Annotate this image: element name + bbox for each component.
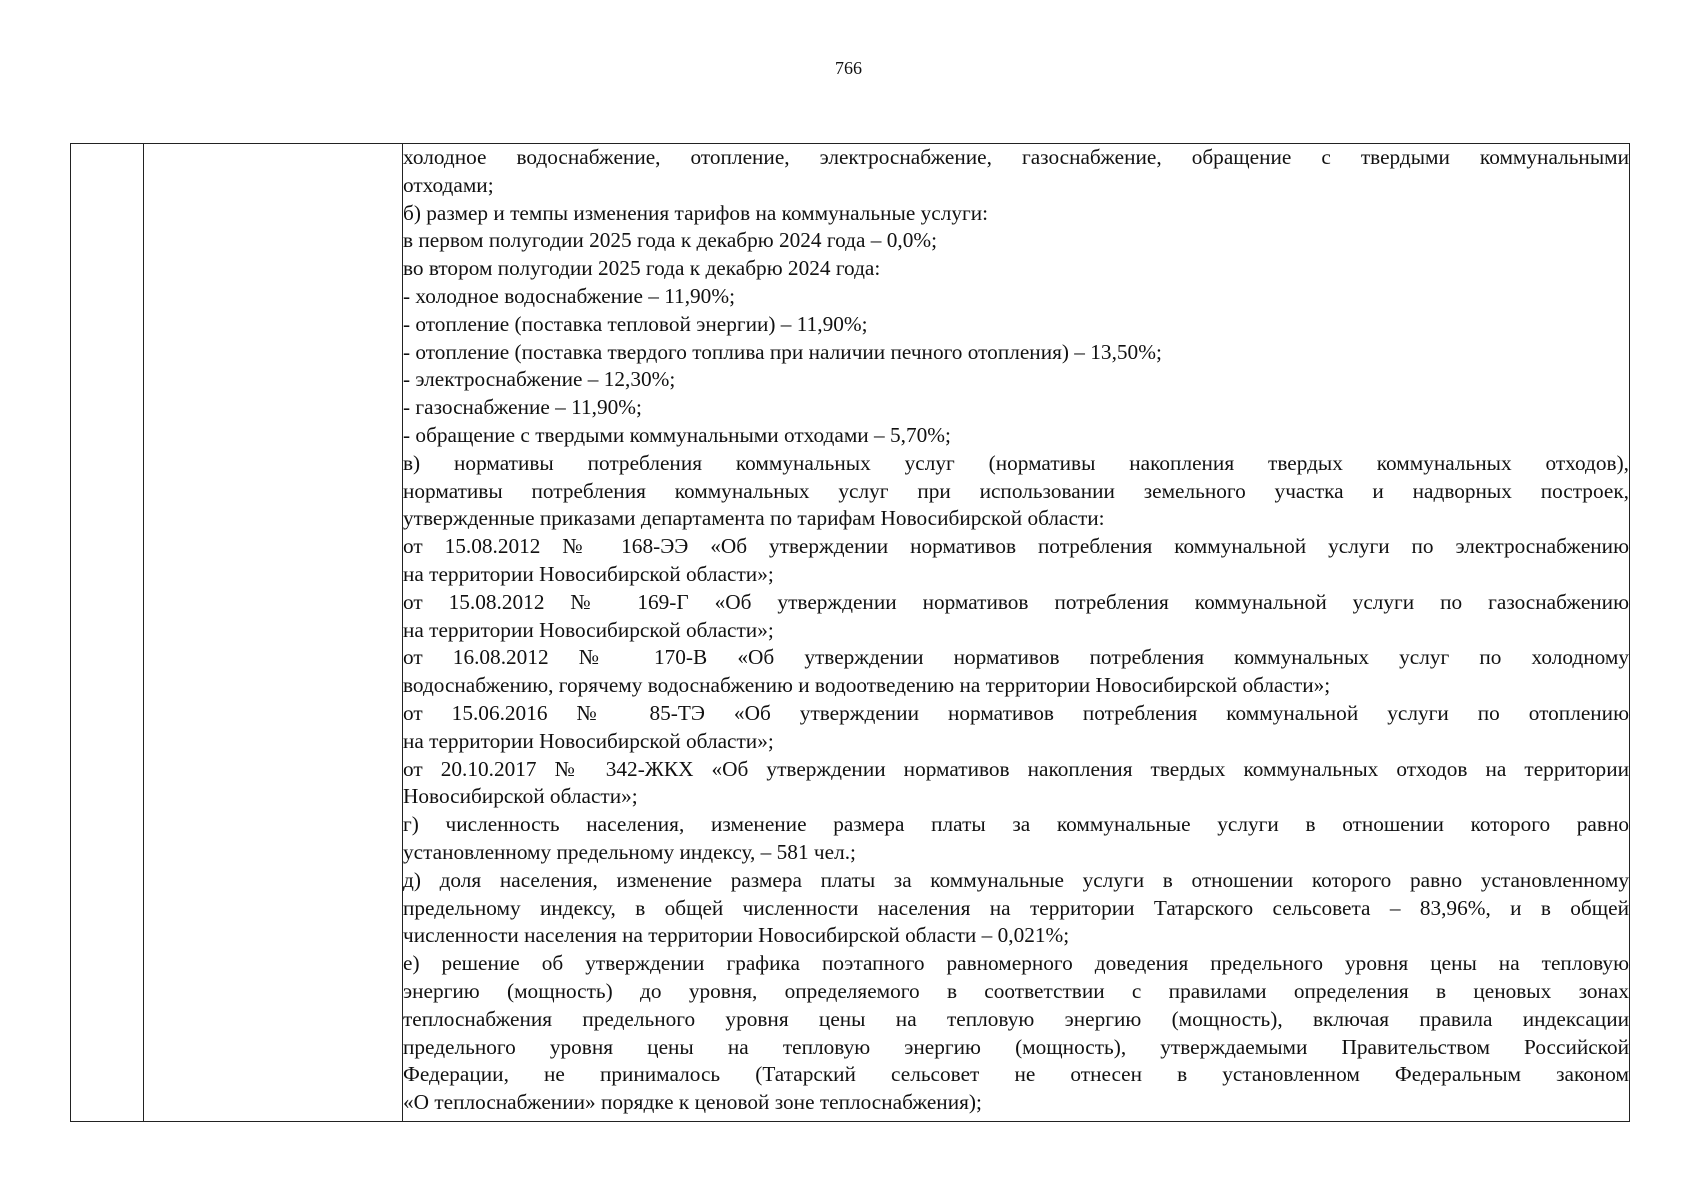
content-line: от 15.08.2012 № 168-ЭЭ «Об утверждении нормативов потребления коммунальной услуги по электроснабжению <box>403 534 1629 559</box>
table-cell-name <box>144 144 403 1122</box>
content-line: в первом полугодии 2025 года к декабрю 2024 года – 0,0%; <box>403 228 938 253</box>
content-line: от 15.08.2012 № 169-Г «Об утверждении нормативов потребления коммунальной услуги по газоснабжению <box>403 589 1629 614</box>
content-line: от 15.06.2016 № 85-ТЭ «Об утверждении нормативов потребления коммунальной услуги по отоплению <box>403 700 1629 725</box>
content-line: - электроснабжение – 12,30%; <box>403 367 676 392</box>
content-line: Новосибирской области»; <box>403 784 638 809</box>
content-line: г) численность населения, изменение размера платы за коммунальные услуги в отношении которого равно <box>403 812 1629 837</box>
content-line: численности населения на территории Новосибирской области – 0,021%; <box>403 923 1070 948</box>
content-line: теплоснабжения предельного уровня цены на тепловую энергию (мощность), включая правила индексации <box>403 1006 1629 1031</box>
content-line: от 20.10.2017 № 342-ЖКХ «Об утверждении нормативов накопления твердых коммунальных отходов на территории <box>403 756 1629 781</box>
content-line: Федерации, не принималось (Татарский сельсовет не отнесен в установленном Федеральным законом <box>403 1062 1629 1087</box>
content-line: - газоснабжение – 11,90%; <box>403 395 642 420</box>
content-line: установленному предельному индексу, – 581 чел.; <box>403 839 856 864</box>
content-line: на территории Новосибирской области»; <box>403 561 774 586</box>
table-cell-content <box>403 144 1630 1122</box>
content-line: от 16.08.2012 № 170-В «Об утверждении нормативов потребления коммунальных услуг по холодному <box>403 645 1629 670</box>
content-line: во втором полугодии 2025 года к декабрю 2024 года: <box>403 256 881 281</box>
content-line: нормативы потребления коммунальных услуг при использовании земельного участка и надворных построек, <box>403 478 1629 503</box>
content-line: отходами; <box>403 172 494 197</box>
content-line: утвержденные приказами департамента по тарифам Новосибирской области: <box>403 506 1105 531</box>
content-line: на территории Новосибирской области»; <box>403 728 774 753</box>
content-line: - холодное водоснабжение – 11,90%; <box>403 283 735 308</box>
document-table <box>70 143 1630 1122</box>
content-line: водоснабжению, горячему водоснабжению и водоотведению на территории Новосибирской области»; <box>403 673 1331 698</box>
content-line: - обращение с твердыми коммунальными отходами – 5,70%; <box>403 422 951 447</box>
content-line: «О теплоснабжении» порядке к ценовой зоне теплоснабжения); <box>403 1090 982 1115</box>
content-line: в) нормативы потребления коммунальных услуг (нормативы накопления твердых коммунальных отходов), <box>403 450 1629 475</box>
content-line: на территории Новосибирской области»; <box>403 617 774 642</box>
content-line: - отопление (поставка тепловой энергии) – 11,90%; <box>403 311 868 336</box>
content-text <box>403 144 1629 1117</box>
content-line: энергию (мощность) до уровня, определяемого в соответствии с правилами определения в ценовых зонах <box>403 978 1629 1003</box>
content-line: д) доля населения, изменение размера платы за коммунальные услуги в отношении которого равно установленному <box>403 867 1629 892</box>
content-line: е) решение об утверждении графика поэтапного равномерного доведения предельного уровня цены на тепловую <box>403 951 1629 976</box>
content-line: предельного уровня цены на тепловую энергию (мощность), утверждаемыми Правительством Российской <box>403 1034 1629 1059</box>
table-row <box>71 144 1630 1122</box>
table-cell-number <box>71 144 144 1122</box>
page-number: 766 <box>835 58 862 78</box>
content-line: б) размер и темпы изменения тарифов на коммунальные услуги: <box>403 200 989 225</box>
content-line: - отопление (поставка твердого топлива при наличии печного отопления) – 13,50%; <box>403 339 1162 364</box>
content-line: предельному индексу, в общей численности населения на территории Татарского сельсовета – 83,96%, и в общей <box>403 895 1629 920</box>
content-line: холодное водоснабжение, отопление, электроснабжение, газоснабжение, обращение с твердыми коммунальными <box>403 145 1629 169</box>
